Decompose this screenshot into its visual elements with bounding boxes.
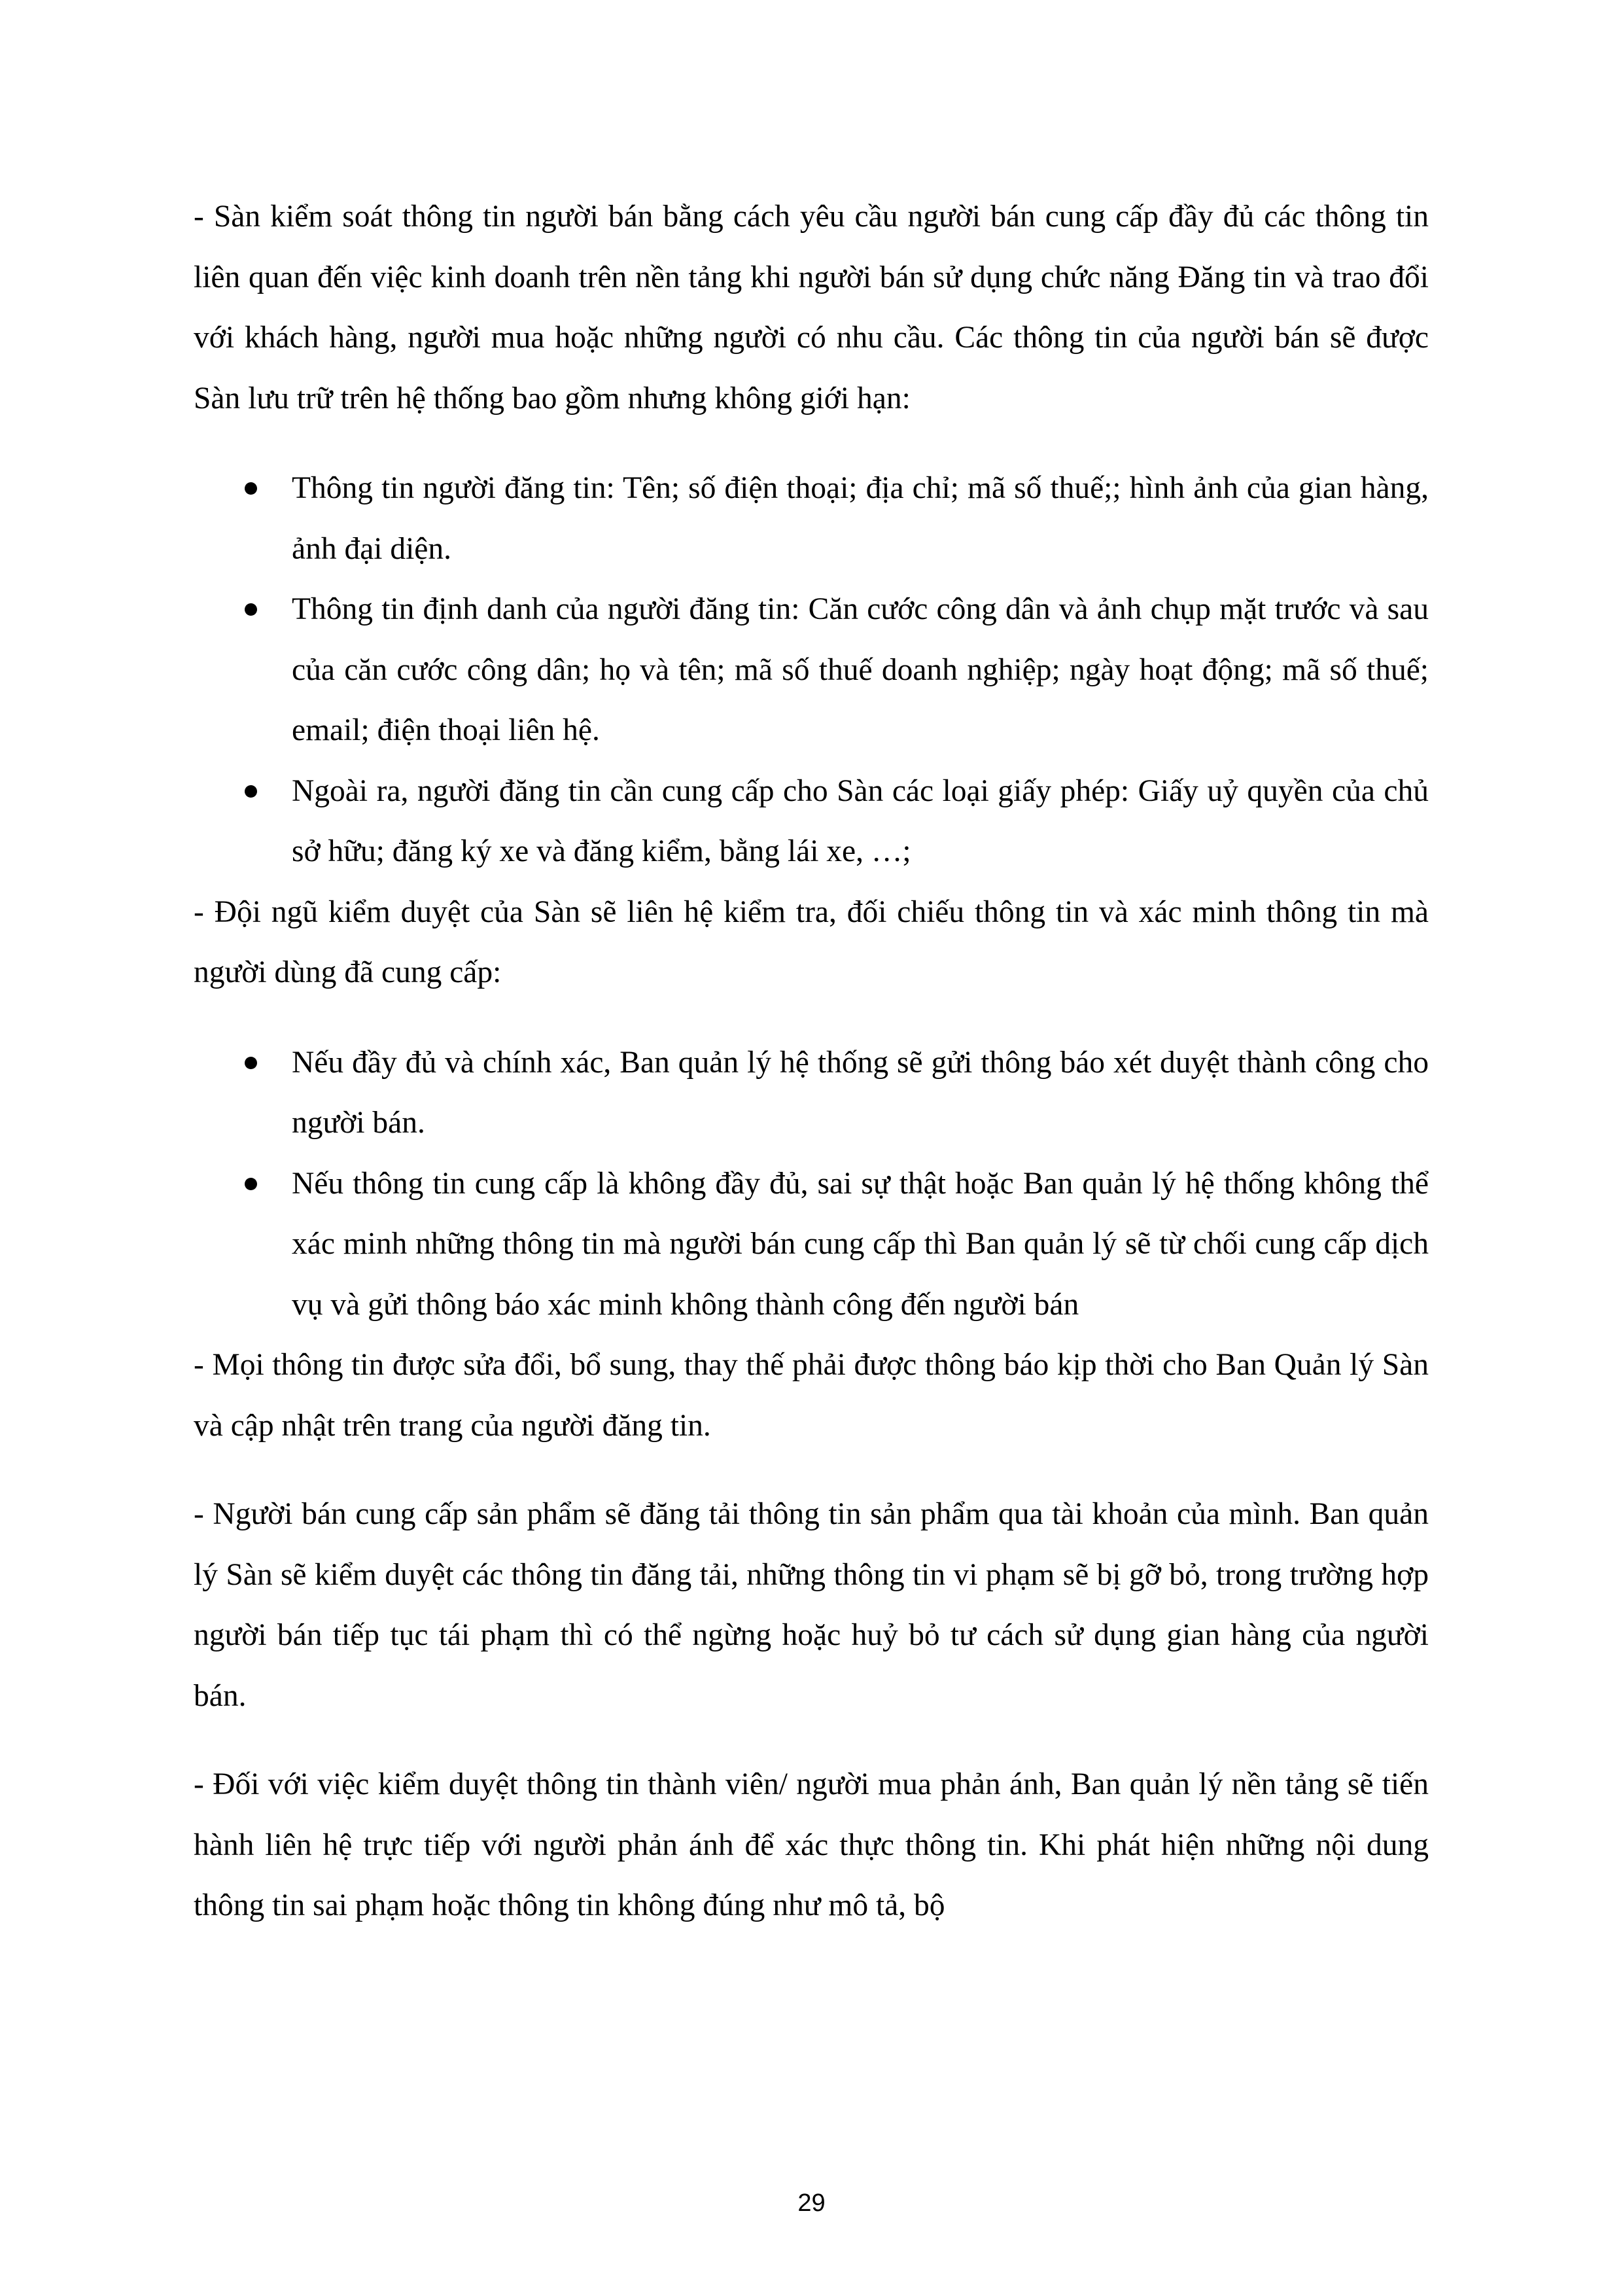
list-item [194, 1154, 1429, 1335]
paragraph-seller-info-control: - Sàn kiểm soát thông tin người bán bằng cách yêu cầu người bán cung cấp đầy đủ các thông tin liên quan đến việc kinh doanh trên nền tảng khi người bán sử dụng chức năng Đăng tin và trao đổi với khách hàng, người mua hoặc những người có nhu cầu. Các thông tin của người bán sẽ được Sàn lưu trữ trên hệ thống bao gồm nhưng không giới hạn: [194, 200, 1429, 415]
verification-result-list [194, 1033, 1429, 1335]
bullet-icon [245, 1057, 257, 1069]
list-item-text: Nếu thông tin cung cấp là không đầy đủ, sai sự thật hoặc Ban quản lý hệ thống không thể xác minh những thông tin mà người bán cung cấp thì Ban quản lý sẽ từ chối cung cấp dịch vụ và gửi thông báo xác minh không thành công đến người bán [292, 1166, 1429, 1322]
page-body [194, 186, 1429, 1936]
bullet-icon [245, 482, 257, 495]
bullet-icon [245, 1178, 257, 1190]
page-number: 29 [797, 2189, 826, 2217]
paragraph-member-feedback: - Đối với việc kiểm duyệt thông tin thành viên/ người mua phản ánh, Ban quản lý nền tảng sẽ tiến hành liên hệ trực tiếp với người phản ánh để xác thực thông tin. Khi phát hiện những nội dung thông tin sai phạm hoặc thông tin không đúng như mô tả, bộ [194, 1767, 1429, 1922]
list-item [194, 458, 1429, 579]
list-item [194, 761, 1429, 882]
bullet-icon [245, 785, 257, 798]
list-item-text: Nếu đầy đủ và chính xác, Ban quản lý hệ thống sẽ gửi thông báo xét duyệt thành công cho người bán. [292, 1045, 1429, 1140]
seller-info-list [194, 458, 1429, 882]
list-item-text: Thông tin người đăng tin: Tên; số điện thoại; địa chỉ; mã số thuế;; hình ảnh của gian hàng, ảnh đại diện. [292, 471, 1429, 566]
paragraph-product-posting: - Người bán cung cấp sản phẩm sẽ đăng tải thông tin sản phẩm qua tài khoản của mình. Ban quản lý Sàn sẽ kiểm duyệt các thông tin đăng tải, những thông tin vi phạm sẽ bị gỡ bỏ, trong trường hợp người bán tiếp tục tái phạm thì có thể ngừng hoặc huỷ bỏ tư cách sử dụng gian hàng của người bán. [194, 1497, 1429, 1713]
list-item [194, 1033, 1429, 1154]
list-item-text: Thông tin định danh của người đăng tin: Căn cước công dân và ảnh chụp mặt trước và sau của căn cước công dân; họ và tên; mã số thuế doanh nghiệp; ngày hoạt động; mã số thuế; email; điện thoại liên hệ. [292, 592, 1429, 747]
list-item [194, 579, 1429, 761]
bullet-icon [245, 603, 257, 616]
paragraph-info-updates: - Mọi thông tin được sửa đổi, bổ sung, thay thế phải được thông báo kịp thời cho Ban Quản lý Sàn và cập nhật trên trang của người đăng tin. [194, 1348, 1429, 1443]
list-item-text: Ngoài ra, người đăng tin cần cung cấp cho Sàn các loại giấy phép: Giấy uỷ quyền của chủ sở hữu; đăng ký xe và đăng kiểm, bằng lái xe, …; [292, 773, 1429, 868]
paragraph-review-team: - Đội ngũ kiểm duyệt của Sàn sẽ liên hệ kiểm tra, đối chiếu thông tin và xác minh thông tin mà người dùng đã cung cấp: [194, 894, 1429, 989]
